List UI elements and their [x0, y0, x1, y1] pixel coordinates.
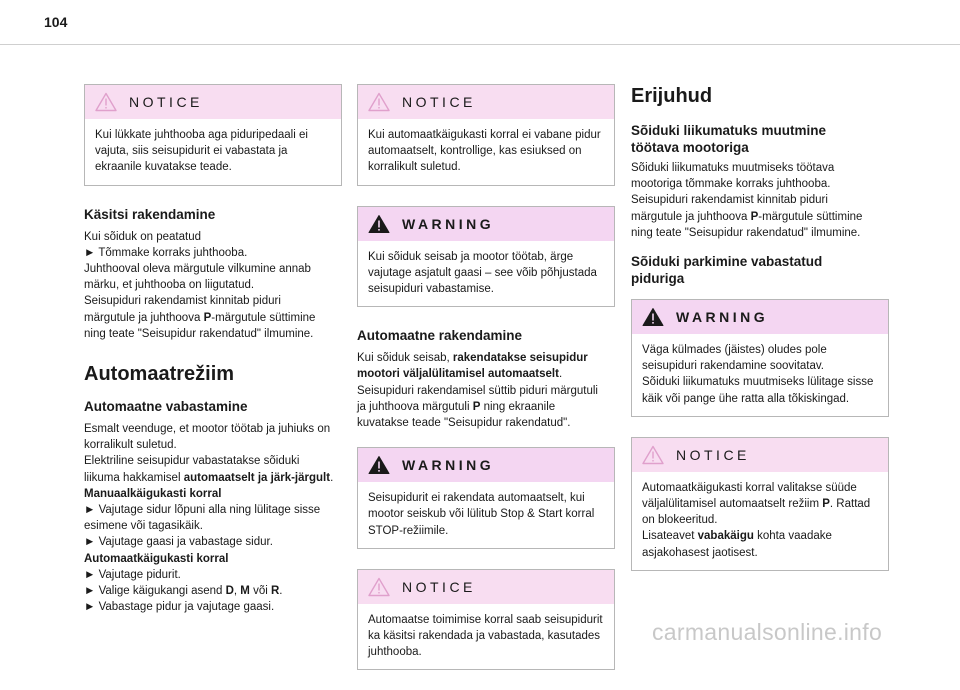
text-line: Juhthooval oleva märgutule vilkumine annab	[84, 263, 311, 276]
warning-header	[358, 207, 614, 241]
notice-line: Automaatkäigukasti korral valitakse süüde	[642, 481, 857, 494]
notice-body	[358, 119, 614, 185]
text-span: .	[330, 471, 334, 484]
heading-line: Sõiduki liikumatuks muutmine	[631, 123, 827, 138]
notice-title: NOTICE	[402, 94, 476, 110]
text-line: esimene või tagasikäik.	[84, 520, 203, 533]
warning-box-3	[631, 299, 889, 417]
notice-line: Kui automaatkäigukasti korral ei vabane pidur	[368, 129, 601, 141]
notice-line: asjakohasest jaotisest.	[642, 546, 758, 559]
text-span: liikuma hakkamisel	[84, 471, 184, 484]
text-span: kohta vaadake	[753, 530, 832, 543]
notice-body	[632, 472, 888, 570]
text-span: märgutule ja juhthoova	[84, 311, 204, 324]
text-line: ► Vabastage pidur ja vajutage gaasi.	[84, 601, 275, 614]
warning-line: Seisupidurit ei rakendata automaatselt, kui	[368, 492, 585, 505]
text-span: ,	[233, 585, 241, 598]
heading-line: Sõiduki parkimine vabastatud	[631, 254, 823, 270]
heading-line: töötava mootoriga	[631, 140, 749, 155]
notice-header	[632, 438, 888, 472]
column-2	[357, 84, 615, 690]
text-bold: R	[270, 585, 280, 598]
column-1	[84, 84, 342, 631]
text-line	[84, 486, 342, 502]
notice-box-3	[357, 569, 615, 671]
warning-triangle-filled-icon	[368, 214, 390, 234]
warning-line: Kui sõiduk seisab ja mootor töötab, ärge	[368, 250, 574, 263]
text-span: Lisateavet	[642, 530, 698, 543]
notice-line: ka käsitsi rakendada ja vabastada, kasutades	[368, 630, 601, 643]
text-span: .	[558, 368, 563, 381]
notice-line: korralikult suletud.	[368, 161, 461, 174]
header-rule	[0, 44, 960, 45]
notice-title: NOTICE	[402, 578, 476, 595]
notice-body	[85, 119, 341, 185]
text-line: ► Vajutage sidur lõpuni alla ning lülitage sisse	[84, 504, 321, 517]
notice-line: on blokeeritud.	[642, 514, 718, 527]
text-bold: P	[472, 400, 481, 413]
watermark: carmanualsonline.info	[652, 619, 883, 645]
text-bold: vabakäigu	[697, 530, 754, 543]
text-line: Kui sõiduk on peatatud	[84, 230, 202, 243]
text-line: kuvatakse teade "Seisupidur rakendatud".	[357, 417, 571, 430]
auto-apply-text	[357, 350, 615, 431]
warning-body	[358, 482, 614, 548]
text-line: Seisupiduri rakendamist kinnitab piduri	[84, 295, 281, 308]
warning-triangle-outline-icon	[368, 92, 390, 112]
text-line	[357, 399, 615, 415]
column-3	[631, 84, 889, 591]
text-span: märgutule ja juhthoova	[631, 210, 751, 223]
notice-line: Automaatse toimimise korral saab seisupidurit	[368, 613, 603, 626]
text-span: ning ekraanile	[480, 400, 556, 413]
warning-line: Sõiduki liikumatuks muutmiseks lülitage sisse	[642, 376, 874, 389]
notice-box-2	[357, 84, 615, 186]
heading-line: piduriga	[631, 271, 685, 287]
warning-line: vajutage asjatult gaasi – see võib põhjustada	[368, 266, 597, 279]
text-line	[84, 551, 342, 567]
immobilise-text	[631, 160, 889, 241]
section-heading-parking	[631, 253, 889, 287]
text-line: Esmalt veenduge, et mootor töötab ja juhiuks on	[84, 423, 331, 436]
warning-triangle-filled-icon	[368, 455, 390, 475]
warning-line: käik või pange ühe ratta alla tõkiskingad.	[642, 392, 850, 405]
notice-line: juhthooba.	[368, 646, 422, 659]
text-line	[357, 366, 615, 382]
section-heading-auto-apply: Automaatne rakendamine	[357, 328, 523, 344]
text-bold: automaatselt ja järk-järgult	[183, 471, 331, 484]
warning-line: seisupiduri vabastamise.	[368, 283, 494, 296]
text-bold: P	[203, 311, 212, 324]
text-span: .	[279, 585, 283, 598]
text-bold: D	[225, 585, 234, 598]
text-bold: rakendatakse seisupidur	[452, 352, 588, 365]
text-bold: mootori väljalülitamisel automaatselt	[357, 368, 559, 381]
text-line: mootoriga tõmmake korraks juhthooba.	[631, 178, 831, 191]
text-line: Seisupiduri rakendamisel süttib piduri märgutuli	[357, 384, 598, 397]
warning-title: WARNING	[676, 309, 769, 326]
text-span: või	[249, 585, 271, 598]
warning-box-1	[357, 206, 615, 308]
notice-line: automaatselt, kontrollige, kas esiuksed on	[368, 145, 582, 158]
notice-line: Kui lükkate juhthooba aga piduripedaali ei	[95, 129, 308, 141]
text-line: Seisupiduri rakendamist kinnitab piduri	[631, 194, 828, 207]
warning-triangle-outline-icon	[368, 577, 390, 597]
text-span: Kui sõiduk seisab,	[357, 352, 453, 365]
notice-header	[358, 85, 614, 119]
text-line: korralikult suletud.	[84, 439, 177, 452]
notice-box-4	[631, 437, 889, 571]
warning-body	[632, 334, 888, 416]
notice-line	[642, 496, 878, 512]
text-line: märku, et juhthooba on liigutatud.	[84, 279, 255, 292]
notice-header	[85, 85, 341, 119]
text-span: -märgutule süttimine	[758, 210, 863, 223]
text-line: Elektriline seisupidur vabastatakse sõiduki	[84, 455, 300, 468]
section-title-special-cases: Erijuhud	[631, 85, 713, 107]
notice-line: vajuta, siis seisupidurit ei vabastata ja	[95, 145, 288, 158]
warning-line: mootor seiskub või lülitub Stop & Start korral	[368, 508, 595, 521]
text-line	[357, 350, 615, 366]
notice-line: ekraanile kuvatakse teade.	[95, 161, 232, 174]
warning-title: WARNING	[402, 457, 495, 474]
text-line: ning teate "Seisupidur rakendatud" ilmumine.	[84, 327, 314, 340]
warning-line: STOP-režiimile.	[368, 524, 449, 537]
text-bold: P	[822, 498, 830, 511]
text-span: ► Valige käigukangi asend	[84, 585, 226, 598]
text-span: väljalülitamisel automaatselt režiim	[642, 498, 823, 511]
warning-title: WARNING	[402, 215, 495, 232]
section-heading-manual: Käsitsi rakendamine	[84, 206, 216, 222]
text-span: ja juhthoova märgutuli	[357, 400, 473, 413]
text-line: ► Vajutage gaasi ja vabastage sidur.	[84, 536, 273, 549]
warning-header	[358, 448, 614, 482]
warning-body	[358, 241, 614, 307]
text-line: ning teate "Seisupidur rakendatud" ilmumine.	[631, 226, 861, 239]
notice-line	[642, 528, 878, 544]
release-text	[84, 421, 342, 615]
section-heading-release: Automaatne vabastamine	[84, 399, 248, 415]
notice-title: NOTICE	[129, 94, 203, 110]
text-bold: Manuaalkäigukasti korral	[84, 487, 222, 500]
text-line: Sõiduki liikumatuks muutmiseks töötava	[631, 162, 835, 174]
text-line: ► Tõmmake korraks juhthooba.	[84, 246, 248, 259]
text-span: . Rattad	[829, 498, 871, 511]
text-line	[84, 310, 342, 326]
warning-triangle-outline-icon	[642, 445, 664, 465]
text-bold: M	[240, 585, 250, 598]
text-line	[84, 583, 342, 599]
notice-header	[358, 570, 614, 604]
warning-triangle-outline-icon	[95, 92, 117, 112]
page-number: 104	[44, 14, 68, 30]
text-span: -märgutule süttimine	[211, 311, 316, 324]
notice-body	[358, 604, 614, 670]
warning-line: seisupiduri rakendamine soovitatav.	[642, 360, 824, 373]
notice-box-1	[84, 84, 342, 186]
text-line: ► Vajutage pidurit.	[84, 568, 181, 581]
manual-text	[84, 229, 342, 342]
warning-header	[632, 300, 888, 334]
text-line	[631, 209, 889, 225]
notice-title: NOTICE	[676, 446, 750, 463]
warning-triangle-filled-icon	[642, 307, 664, 327]
section-heading-immobilise	[631, 122, 889, 156]
text-bold: P	[750, 210, 759, 223]
warning-line: Väga külmades (jäistes) oludes pole	[642, 344, 827, 357]
text-bold: Automaatkäigukasti korral	[84, 552, 229, 565]
text-line	[84, 470, 342, 486]
section-title-auto-mode: Automaatrežiim	[84, 363, 235, 386]
warning-box-2	[357, 447, 615, 549]
